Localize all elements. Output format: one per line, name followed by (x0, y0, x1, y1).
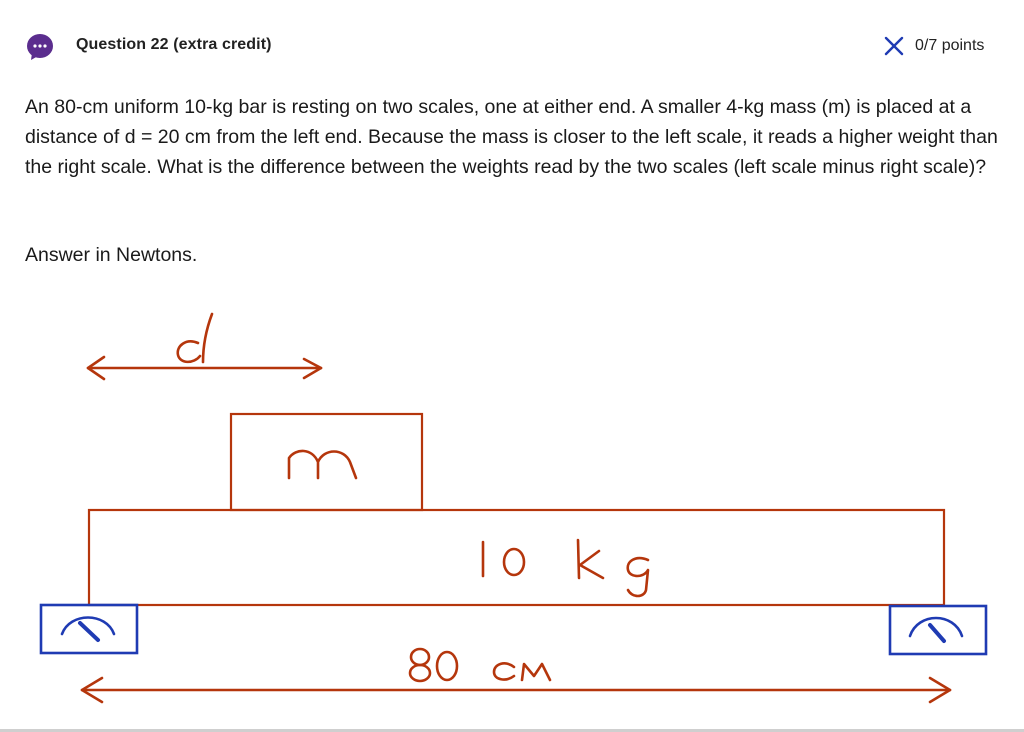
left-scale (41, 605, 137, 653)
bar-label-glyph (483, 540, 648, 596)
question-title: Question 22 (extra credit) (76, 36, 272, 53)
mass-label-glyph (289, 451, 356, 478)
chat-bubble-ellipsis-icon[interactable] (26, 33, 54, 61)
mass-box (231, 414, 422, 510)
answer-instruction: Answer in Newtons. (25, 244, 198, 266)
length-label-glyph (410, 649, 550, 681)
right-scale (890, 606, 986, 654)
question-header (0, 0, 1024, 80)
score-text: 0/7 points (915, 37, 985, 54)
length-arrow (82, 678, 950, 702)
incorrect-x-icon (884, 36, 904, 56)
bar (89, 510, 944, 605)
distance-label-glyph (178, 314, 212, 362)
question-text: An 80-cm uniform 10-kg bar is resting on two scales, one at either end. A smaller 4-kg mass (m) is placed at a distance of d = 20 cm from the left end. Because the mass is closer to the left scale, it reads a higher weight than the right scale. What is the difference between the weights read by the two scales (left scale minus right scale)? (25, 96, 998, 178)
distance-arrow (88, 357, 321, 379)
